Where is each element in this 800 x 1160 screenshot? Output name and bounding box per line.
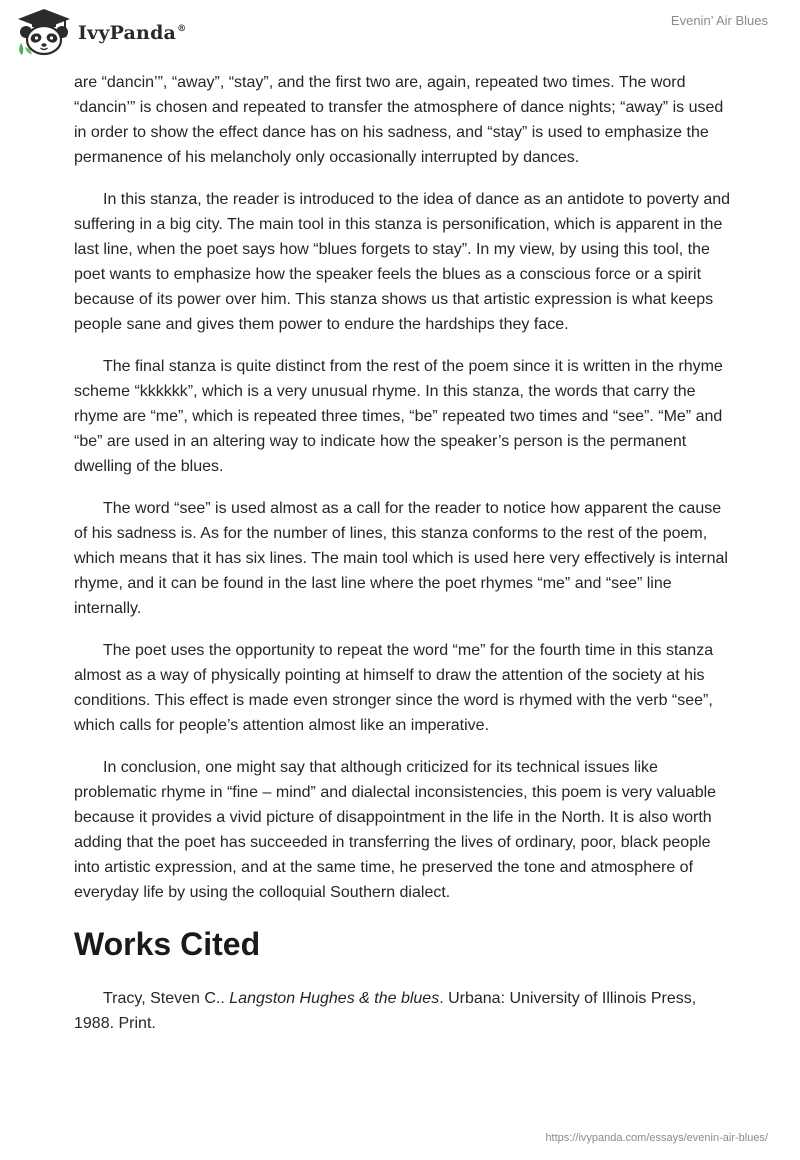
essay-paragraph: In conclusion, one might say that although criticized for its technical issues like problematic rhyme in “fine – mind” and dialectal inconsistencies, this poem is very valuable because it provides a vivid picture of disappointment in the life in the North. It is also worth adding that the poet has succeeded in transferring the lives of ordinary, poor, black people into artistic expression, and at the same time, he preserved the tone and atmosphere of everyday life by using the colloquial Southern dialect. [74,759,717,901]
essay-paragraph: The poet uses the opportunity to repeat the word “me” for the fourth time in this stanza almost as a way of physically pointing at himself to draw the attention of the society at his conditions. This effect is made even stronger since the word is rhymed with the verb “see”, which calls for people’s attention almost like an imperative. [74,642,714,734]
source-url[interactable]: https://ivypanda.com/essays/evenin-air-blues/ [545,1132,768,1144]
citation-entry [74,986,734,1036]
essay-paragraph: The final stanza is quite distinct from the rest of the poem since it is written in the rhyme scheme “kkkkkk”, which is a very unusual rhyme. In this stanza, the words that carry the rhyme are “me”, which is repeated three times, “be” repeated two times and “see”. “Me” and “be” are used in an altering way to indicate how the speaker’s person is the permanent dwelling of the blues. [74,358,723,475]
essay-paragraph: are “dancin’”, “away”, “stay”, and the first two are, again, repeated two times. The word “dancin’” is chosen and repeated to transfer the atmosphere of dance nights; “away” is used in order to show the effect dance has on his sadness, and “stay” is used to emphasize the permanence of his melancholy only occasionally interrupted by dances. [74,74,724,166]
brand-name: IvyPanda® [78,22,187,44]
essay-paragraph: The word “see” is used almost as a call for the reader to notice how apparent the cause of his sadness is. As for the number of lines, this stanza conforms to the rest of the poem, which means that it has six lines. The main tool which is used here very effectively is internal rhyme, and it can be found in the last line where the poet rhymes “me” and “see” line internally. [74,500,728,617]
works-cited-heading: Works Cited [74,926,261,962]
citation-publisher: . Urbana: University of Illinois Press, 1988. Print. [74,990,697,1032]
page-header [0,0,800,64]
citation-title: Langston Hughes & the blues [229,990,440,1007]
essay-paragraph: In this stanza, the reader is introduced to the idea of dance as an antidote to poverty and suffering in a big city. The main tool in this stanza is personification, which is apparent in the last line, when the poet says how “blues forgets to stay”. In my view, by using this tool, the poet wants to emphasize how the speaker feels the blues as a conscious force or a spirit because of its power over him. This stanza shows us that artistic expression is what keeps people sane and gives them power to endure the hardships they face. [74,191,731,333]
essay-body [74,70,734,1036]
panda-graduate-icon [15,7,73,57]
citation-author: Tracy, Steven C.. [103,990,230,1007]
ivypanda-logo[interactable] [15,7,186,57]
document-title: Evenin’ Air Blues [670,13,768,28]
